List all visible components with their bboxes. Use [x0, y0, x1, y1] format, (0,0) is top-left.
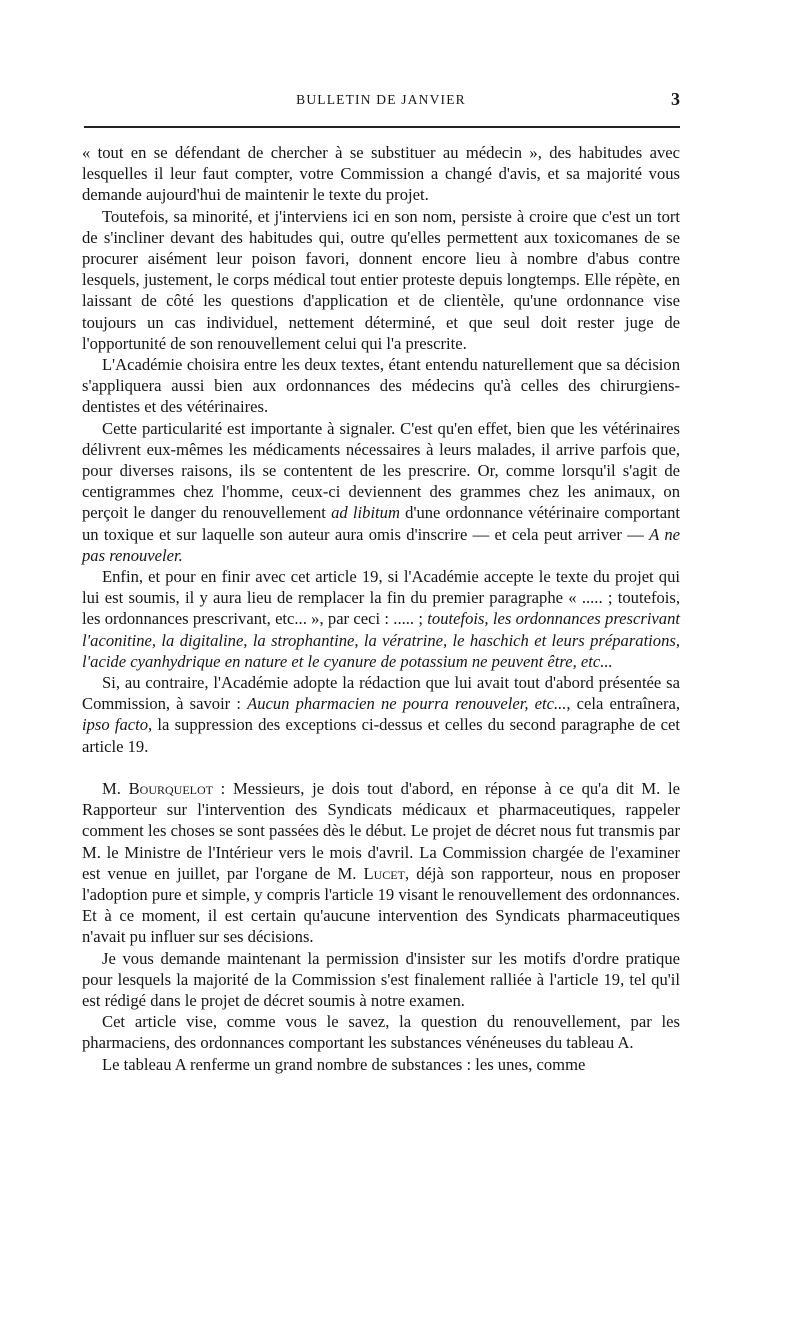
paragraph-9: Cet article vise, comme vous le savez, la question du renouvellement, par les pharmaciens, des ordonnances comportant les substances vénéneuses du tableau A.	[82, 1012, 680, 1053]
paragraph-10: Le tableau A renferme un grand nombre de substances : les unes, comme	[102, 1054, 586, 1074]
header-rule	[84, 126, 680, 128]
paragraph-3: L'Académie choisira entre les deux textes, étant entendu naturellement que sa décision s'appliquera aussi bien aux ordonnances des médecins qu'à celles des chirurgiens-dentistes et des vétérinaires.	[82, 355, 680, 417]
page-number: 3	[671, 89, 680, 109]
text-run: Cette particularité est importante à signaler. C'est qu'en effet, bien que les vétérinaires délivrent eux-mêmes les médicaments nécessaires à leurs malades, il arrive parfois que, pour diverses raisons, ils se contentent de les prescrire. Or, comme lorsqu'il s'agit de centigrammes chez l'homme, ceux-ci deviennent des grammes chez les animaux, on perçoit le danger du renouvellement	[82, 418, 680, 523]
italic-run: ipso facto	[82, 715, 149, 735]
italic-run: toutefois, les ordonnances prescrivant l'aconitine, la digitaline, la strophantine, la vératrine, le haschich et leurs préparations, l'acide cyanhydrique en nature et le cyanure de potassium ne peuvent être, etc...	[82, 609, 680, 671]
paragraph-4	[82, 418, 680, 566]
text-run: d'une ordonnance vétérinaire comportant un toxique et sur laquelle son auteur aura omis d'inscrire — et cela peut arriver —	[82, 503, 680, 544]
text-run: M.	[102, 778, 129, 798]
text-run: : Messieurs, je dois tout d'abord, en réponse à ce qu'a dit M. le Rapporteur sur l'intervention des Syndicats médicaux et pharmaceutiques, rappeler comment les choses se sont passées dès le début. Le projet de décret nous fut transmis par M. le Ministre de l'Intérieur vers le mois d'avril. La Commission chargée de l'examiner est venue en juillet, par l'organe de M.	[82, 778, 680, 883]
text-run: Si, au contraire, l'Académie adopte la rédaction que lui avait tout d'abord présentée sa Commission, à savoir :	[82, 673, 680, 714]
speaker-name: Bourquelot	[128, 778, 213, 798]
running-title: BULLETIN DE JANVIER	[296, 92, 466, 107]
italic-run: A ne pas renouveler.	[82, 524, 680, 565]
paragraph-7	[82, 778, 680, 948]
paragraph-8: Je vous demande maintenant la permission d'insister sur les motifs d'ordre pratique pour lesquels la majorité de la Commission s'est finalement ralliée à l'article 19, tel qu'il est rédigé dans le projet de décret soumis à notre examen.	[82, 948, 680, 1010]
paragraph-1: « tout en se défendant de chercher à se substituer au médecin », des habitudes avec lesquelles il leur faut compter, votre Commission a changé d'avis, et sa majorité vous demande aujourd'hui de maintenir le texte du projet.	[82, 143, 680, 205]
text-run: , déjà son rapporteur, nous en proposer l'adoption pure et simple, y compris l'article 19 visant le renouvellement des ordonnances. Et à ce moment, il est certain qu'aucune intervention des Syndicats pharmaceutiques n'avait pu influer sur ses décisions.	[82, 863, 681, 947]
text-run: , la suppression des exceptions ci-dessus et celles du second paragraphe de cet article 19.	[82, 715, 680, 756]
running-header	[82, 89, 680, 118]
paragraph-5	[82, 566, 680, 672]
person-name: Lucet	[363, 863, 405, 883]
text-run: Enfin, et pour en finir avec cet article 19, si l'Académie accepte le texte du projet qui lui est soumis, il y aura lieu de remplacer la fin du premier paragraphe « ..... ; toutefois, les ordonnances prescrivant, etc... », par ceci : ..... ;	[82, 567, 680, 629]
italic-run: ad libitum	[331, 503, 400, 523]
paragraph-6	[82, 672, 680, 757]
italic-run: Aucun pharmacien ne pourra renouveler, etc...	[247, 694, 567, 714]
page-body	[82, 142, 680, 1075]
text-run: , cela entraînera,	[566, 694, 680, 714]
paragraph-2: Toutefois, sa minorité, et j'interviens ici en son nom, persiste à croire que c'est un tort de s'incliner devant des habitudes qui, outre qu'elles permettent aux toxicomanes de se procurer aisément leur poison favori, donnent encore lieu à nombre d'abus contre lesquels, justement, le corps médical tout entier proteste depuis longtemps. Elle répète, en laissant de côté les questions d'application et de clientèle, qu'une ordonnance vise toujours un cas individuel, nettement déterminé, et que seul doit rester juge de l'opportunité de son renouvellement celui qui l'a prescrite.	[82, 206, 680, 353]
